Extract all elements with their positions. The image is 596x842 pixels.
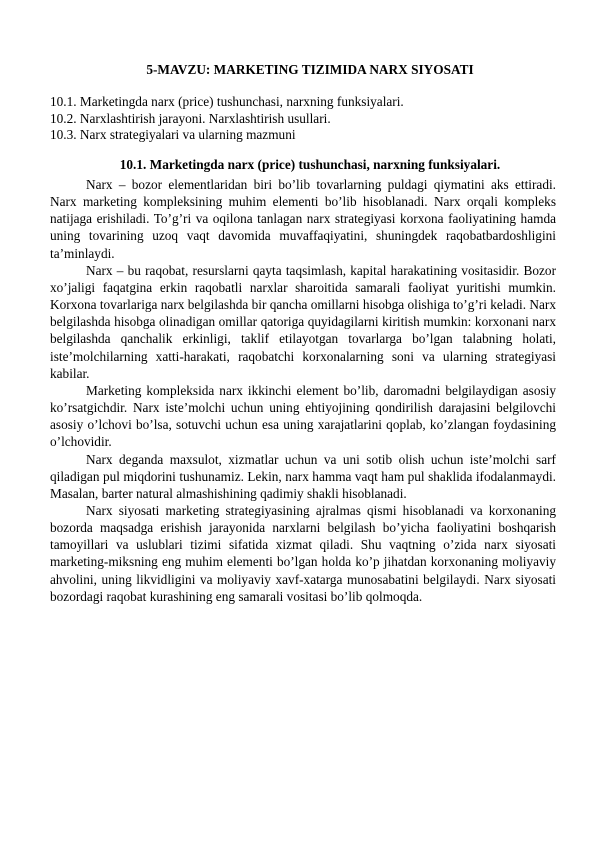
paragraph: Narx deganda maxsulot, xizmatlar uchun va uni sotib olish uchun iste’molchi sarf qiladigan pul miqdorini tushunamiz. Lekin, narx hamma vaqt ham pul shaklida ifodalanmaydi. Masalan, barter natural almashishining qadimiy shakli hisoblanadi. xyxy=(50,451,556,501)
section-heading: 10.1. Marketingda narx (price) tushunchasi, narxning funksiyalari. xyxy=(119,157,501,172)
toc-item: 10.2. Narxlashtirish jarayoni. Narxlashtirish usullari. xyxy=(50,110,331,126)
paragraph: Marketing kompleksida narx ikkinchi element bo’lib, daromadni belgilaydigan asosiy ko’rsatgichdir. Narx iste’molchi uchun uning ehtiyojining qondirilish darajasini belgilovchi asosiy o’lchovi bo’lsa, sotuvchi uchun esa uning xarajatlarini qoplab, ko’zlangan foydasining o’lchovidir. xyxy=(50,382,556,450)
page-title: 5-MAVZU: MARKETING TIZIMIDA NARX SIYOSATI xyxy=(146,62,474,77)
paragraph: Narx – bu raqobat, resurslarni qayta taqsimlash, kapital harakatining vositasidir. Bozor xo’jaligi faqatgina erkin raqobatli narxlar sharoitida samarali faoliyat yuritishi mumkin. Korxona tovarlariga narx belgilashda bir qancha omillarni hisobga olishiga to’g’ri keladi. Narx belgilashda hisobga olinadigan omillar qatoriga quyidagilarni kiritish mumkin: korxonani narx belgilashda qanchalik erkinligi, taklif etilayotgan tovarlarga bo’lgan talabning holati, iste’molchilarning xatti-harakati, raqobatchi korxonalarning soni va ularning strategiyasi kabilar. xyxy=(50,262,556,381)
toc-item: 10.1. Marketingda narx (price) tushunchasi, narxning funksiyalari. xyxy=(50,94,404,109)
paragraph: Narx – bozor elementlaridan biri bo’lib tovarlarning puldagi qiymatini aks ettiradi. Narx marketing kompleksining muhim elementi bo’lib hisoblanadi. Narx orqali kompleks natijaga erishiladi. To’g’ri va oqilona tanlagan narx strategiyasi korxona faoliyatining hamda uning tovarining uzoq vaqt davomida muvaffaqiyatini, shuningdek raqobatbardoshligini ta’minlaydi. xyxy=(50,177,556,261)
paragraph: Narx siyosati marketing strategiyasining ajralmas qismi hisoblanadi va korxonaning bozorda maqsadga erishish jarayonida narxlarni belgilash bo’yicha faoliyatini boshqarish tamoyillari va uslublari tizimi sifatida xizmat qiladi. Shu vaqtning o’zida narx siyosati marketing-miksning eng muhim elementi bo’lgan holda ko’p jihatdan korxonaning moliyaviy ahvolini, uning likvidligini va moliyaviy xavf-xatarga munosabatini belgilaydi. Narx siyosati bozordagi raqobat kurashining eng samarali vositasi bo’lib qolmoqda. xyxy=(50,502,556,604)
table-of-contents xyxy=(50,94,550,144)
body-text xyxy=(50,176,556,605)
toc-item: 10.3. Narx strategiyalari va ularning mazmuni xyxy=(50,127,296,142)
